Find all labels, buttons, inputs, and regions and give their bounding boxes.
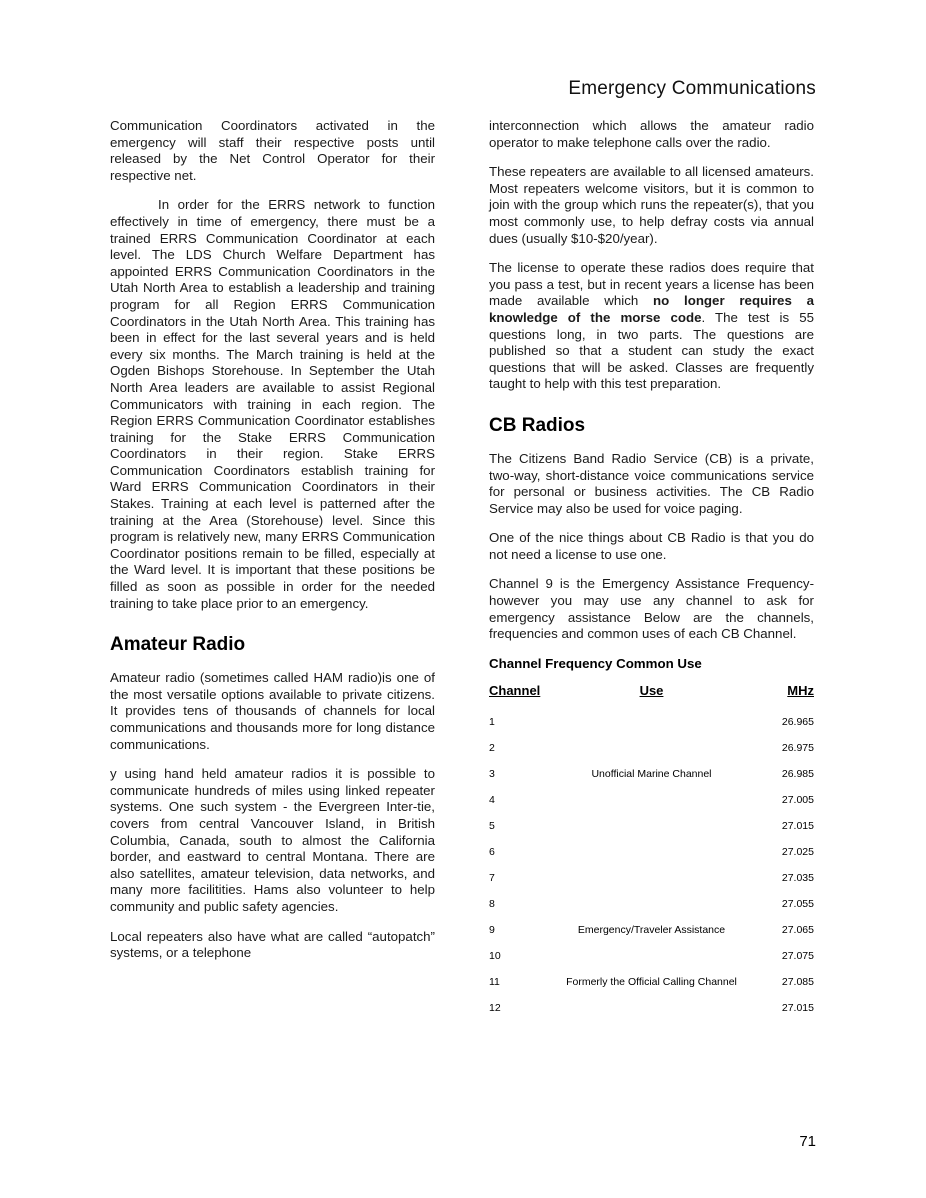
license-text-part2: . The test is 55 questions long, in two parts. The questions are published so that a student can study the exact questions that will be asked. Classes are frequently taught to help with this test preparation. [489,309,814,392]
paragraph: Communication Coordinators activated in the emergency will staff their respective posts until released by the Net Control Operator for their respective net. [110,118,435,183]
right-column [489,118,814,1028]
cell-use [551,820,752,846]
table-row [489,742,814,768]
cell-channel: 9 [489,923,495,936]
cell-mhz: 26.975 [781,741,814,754]
table-row [489,898,814,924]
cell-mhz: 27.055 [781,897,814,910]
table-row [489,950,814,976]
column-header-use: Use [639,682,664,698]
table-row [489,768,814,794]
cell-use: Formerly the Official Calling Channel [566,975,737,988]
license-text-part1: The license to operate these radios does require that you pass a test, but in recent years a license has been made available which [489,260,814,309]
cell-channel: 1 [489,715,495,728]
cell-mhz: 27.035 [781,871,814,884]
paragraph: In order for the ERRS network to function effectively in time of emergency, there must be a trained ERRS Communication Coordinator at each level. The LDS Church Welfare Department has appointed ERRS Communication Coordinators in the Utah North Area to establish a leadership and training program for all Region ERRS Communication Coordinators in the Utah North Area. This training has been in effect for the last several years and is held every six months. The March training is held at the Ogden Bishops Storehouse. In September the Utah North Area leaders are available to assist Regional Communicators with training in each region. The Region ERRS Communication Coordinator establishes training for the Stake ERRS Communication Coordinators in their region. Stake ERRS Communication Coordinators establish training for Ward ERRS Communication Coordinators in their Stakes. Training at each level is patterned after the training at the Area (Storehouse) level. Since this program is relatively new, many ERRS Communication Coordinator positions remain to be filled, especially at the Ward level. It is important that these positions be filled as soon as possible in order for the needed training to take place prior to an emergency. [110,197,435,611]
cell-channel: 2 [489,741,495,754]
cell-mhz: 26.985 [781,767,814,780]
cell-mhz: 27.065 [781,923,814,936]
table-row [489,794,814,820]
cell-channel: 4 [489,793,495,806]
cell-use: Unofficial Marine Channel [591,767,712,780]
paragraph: interconnection which allows the amateur radio operator to make telephone calls over the radio. [489,118,814,150]
paragraph: One of the nice things about CB Radio is that you do not need a license to use one. [489,530,814,562]
paragraph: Amateur radio (sometimes called HAM radio)is one of the most versatile options available to private citizens. It provides tens of thousands of channels for local communications and thousands more for long distance communications. [110,670,435,752]
paragraph: Local repeaters also have what are called “autopatch” systems, or a telephone [110,928,435,961]
paragraph: The Citizens Band Radio Service (CB) is a private, two-way, short-distance voice communications service for personal or business activities. The CB Radio Service may also be used for voice paging. [489,450,814,516]
cell-use [551,898,752,924]
cell-channel: 7 [489,871,495,884]
license-paragraph [489,260,814,393]
cell-channel: 3 [489,767,495,780]
paragraph: These repeaters are available to all licensed amateurs. Most repeaters welcome visitors, but it is common to join with the group which runs the repeater(s), that you most commonly use, to help defray costs via annual dues (usually $10-$20/year). [489,164,814,246]
cell-channel: 11 [489,975,500,988]
table-row [489,924,814,950]
cell-mhz: 26.965 [781,715,814,728]
paragraph: Channel 9 is the Emergency Assistance Frequency- however you may use any channel to ask for emergency assistance Below are the channels, frequencies and common uses of each CB Channel. [489,576,814,642]
cell-use: Emergency/Traveler Assistance [577,923,726,936]
column-header-channel: Channel [489,682,541,698]
table-row [489,846,814,872]
column-header-mhz: MHz [787,682,814,698]
cell-channel: 8 [489,897,495,910]
cell-use [551,716,752,742]
paragraph: y using hand held amateur radios it is possible to communicate hundreds of miles using linked repeater systems. One such system - the Evergreen Inter-tie, covers from central Vancouver Island, in British Columbia, Canada, south to almost the California border, and eastward to central Montana. There are also satellites, amateur television, data networks, and many more facilitities. Hams also volunteer to help community and public safety agencies. [110,766,435,914]
table-heading: Channel Frequency Common Use [489,655,702,671]
cell-channel: 5 [489,819,495,832]
page-number: 71 [799,1133,816,1150]
cell-mhz: 27.075 [781,949,814,962]
section-title-amateur-radio: Amateur Radio [110,634,246,656]
cell-channel: 6 [489,845,495,858]
cb-channel-table [489,683,814,1028]
cell-mhz: 27.015 [781,819,814,832]
cell-use [551,950,752,976]
table-row [489,976,814,1002]
cell-mhz: 27.085 [781,975,814,988]
table-header-row [489,683,814,716]
cell-use [551,794,752,820]
cell-mhz: 27.025 [781,845,814,858]
cell-use [551,846,752,872]
cell-use [551,872,752,898]
table-row [489,820,814,846]
license-text-emphasis: no longer requires a knowledge of the morse code [489,293,814,325]
section-title-cb-radios: CB Radios [489,414,586,436]
cell-use [551,1002,752,1028]
cell-mhz: 27.015 [781,1001,814,1014]
table-row [489,1002,814,1028]
cell-use [551,742,752,768]
cell-channel: 12 [489,1001,501,1014]
table-row [489,716,814,742]
cell-mhz: 27.005 [781,793,814,806]
two-column-layout [110,118,816,1028]
page-header: Emergency Communications [568,78,816,99]
table-row [489,872,814,898]
cell-channel: 10 [489,949,501,962]
left-column [110,118,435,975]
